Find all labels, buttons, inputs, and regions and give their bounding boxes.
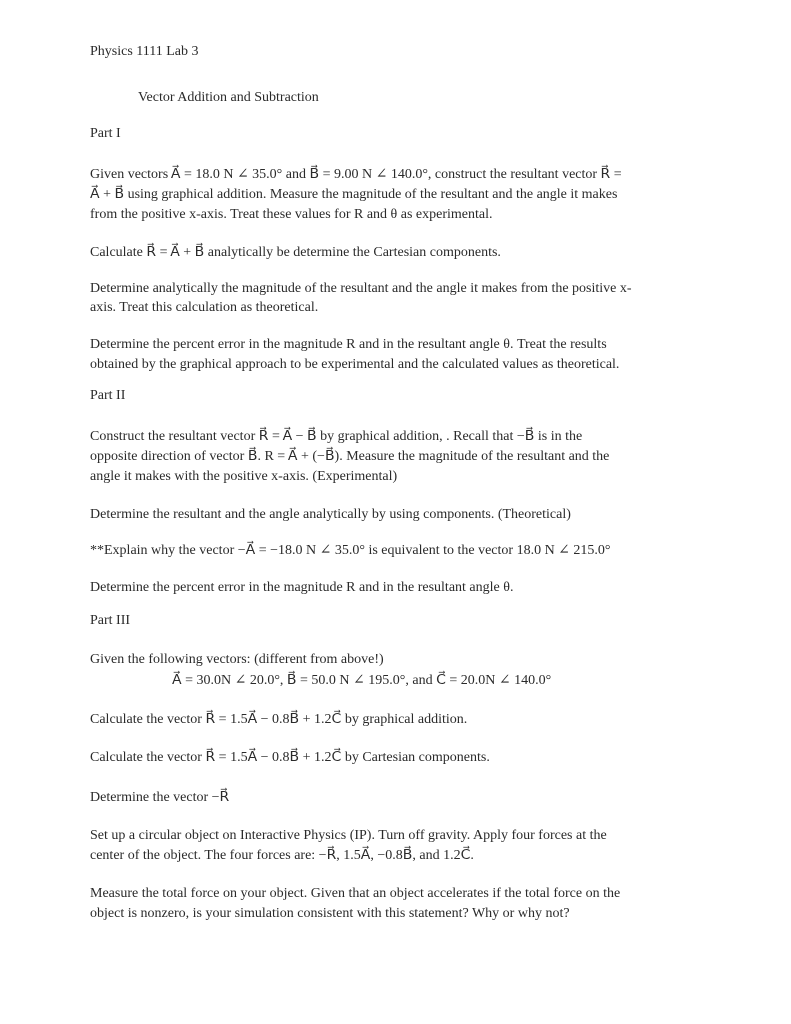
part2-p3-line1: **Explain why the vector −A⃗ = −18.0 N ∠ 35.0° is equivalent to the vector 18.0 N ∠ 215.0° [90, 543, 611, 558]
part3-p4-line1: Determine the vector −R⃗ [90, 790, 230, 805]
part1-p4-line2: obtained by the graphical approach to be experimental and the calculated values as theoretical. [90, 357, 620, 372]
part2-heading: Part II [90, 388, 126, 403]
part1-p1-line1: Given vectors A⃗ = 18.0 N ∠ 35.0° and B⃗ = 9.00 N ∠ 140.0°, construct the resultant vector R⃗ = [90, 167, 622, 182]
part2-p1-line3: angle it makes with the positive x-axis. (Experimental) [90, 469, 398, 484]
part3-p6-line2: object is nonzero, is your simulation consistent with this statement? Why or why not? [90, 906, 570, 921]
part3-p1-line1: Given the following vectors: (different from above!) [90, 652, 384, 667]
part1-p1-line2: A⃗ + B⃗ using graphical addition. Measure the magnitude of the resultant and the angle it makes [90, 187, 618, 202]
part2-p4-line1: Determine the percent error in the magnitude R and in the resultant angle θ. [90, 580, 514, 595]
document-title: Vector Addition and Subtraction [138, 90, 319, 105]
part2-p1-line1: Construct the resultant vector R⃗ = A⃗ − B⃗ by graphical addition, . Recall that −B⃗ is in the [90, 429, 583, 444]
page-header: Physics 1111 Lab 3 [90, 44, 199, 59]
part1-p4-line1: Determine the percent error in the magnitude R and in the resultant angle θ. Treat the results [90, 337, 607, 352]
part3-p5-line2: center of the object. The four forces are: −R⃗, 1.5A⃗, −0.8B⃗, and 1.2C⃗. [90, 848, 474, 863]
part3-heading: Part III [90, 613, 131, 628]
part3-p2-line1: Calculate the vector R⃗ = 1.5A⃗ − 0.8B⃗ + 1.2C⃗ by graphical addition. [90, 712, 468, 727]
part2-p1-line2: opposite direction of vector B⃗. R = A⃗ + (−B⃗). Measure the magnitude of the resultant and the [90, 449, 610, 464]
part3-p6-line1: Measure the total force on your object. Given that an object accelerates if the total force on the [90, 886, 621, 901]
part1-p3-line2: axis. Treat this calculation as theoretical. [90, 300, 319, 315]
part3-p1-line2: A⃗ = 30.0N ∠ 20.0°, B⃗ = 50.0 N ∠ 195.0°, and C⃗ = 20.0N ∠ 140.0° [172, 673, 552, 688]
part3-p3-line1: Calculate the vector R⃗ = 1.5A⃗ − 0.8B⃗ + 1.2C⃗ by Cartesian components. [90, 750, 490, 765]
part2-p2-line1: Determine the resultant and the angle analytically by using components. (Theoretical) [90, 507, 571, 522]
part1-p1-line3: from the positive x-axis. Treat these values for R and θ as experimental. [90, 207, 493, 222]
part3-p5-line1: Set up a circular object on Interactive Physics (IP). Turn off gravity. Apply four forces at the [90, 828, 607, 843]
part1-heading: Part I [90, 126, 121, 141]
part1-p3-line1: Determine analytically the magnitude of the resultant and the angle it makes from the positive x- [90, 281, 632, 296]
part1-p2-line1: Calculate R⃗ = A⃗ + B⃗ analytically be determine the Cartesian components. [90, 245, 501, 260]
